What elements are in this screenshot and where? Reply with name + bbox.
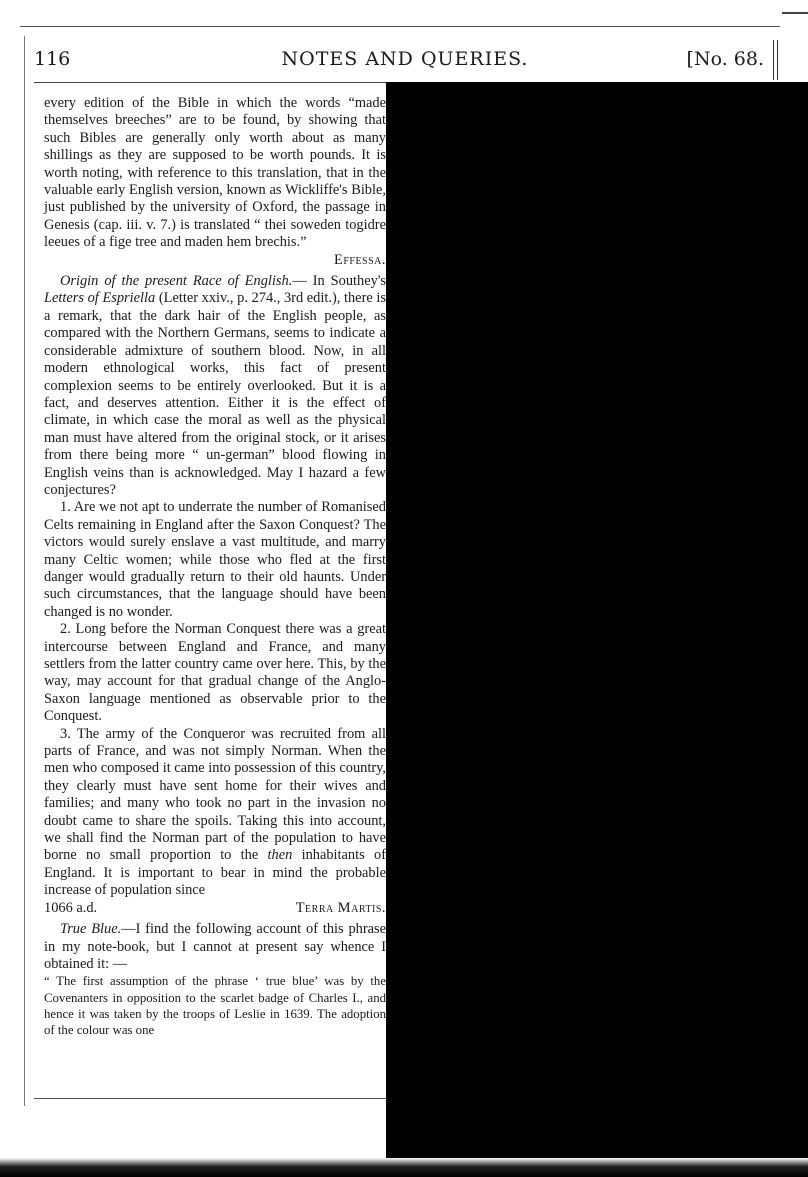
article-origin-title: Origin of the present Race of English.	[60, 273, 293, 290]
article-origin-date: 1066 a.d.	[44, 899, 98, 916]
running-header	[34, 48, 776, 82]
book-title: Letters of Espriella	[44, 290, 156, 307]
article-true-blue-quote: “ The first assumption of the phrase ‘ true blue’ was by the Covenanters in opposition to the scarlet badge of Charles I., and hence it was taken by the troops of Leslie in 1639. The adoption of the colour was one	[44, 974, 386, 1037]
article-origin-signature: Terra Martis.	[295, 899, 386, 916]
article-true-blue-title: True Blue.	[60, 921, 122, 938]
journal-title: NOTES AND QUERIES.	[281, 48, 529, 70]
article-bible-body: every edition of the Bible in which the words “made themselves breeches” are to be found, by showing that such Bibles are generally only worth about as many shillings as they are supposed to be worth pounds. It is worth noting, with reference to this translation, that in the valuable early English version, known as Wickliffe's Bible, just published by the university of Oxford, the passage in Genesis (cap. iii. v. 7.) is translated “ thei soweden togidre leeues of a fige tree and maden hem brechis.” Effessa.	[44, 95, 386, 268]
header-rule	[34, 82, 386, 83]
page-border	[24, 36, 25, 1106]
scan-bottom-edge	[0, 1158, 808, 1177]
page-number: 116	[34, 48, 71, 70]
corner-mark	[782, 0, 808, 14]
issue-number: [No. 68.	[686, 48, 764, 70]
article-origin-signature-line	[44, 900, 386, 917]
bottom-rule	[34, 1098, 386, 1099]
article-true-blue-intro: True Blue.—I find the following account of this phrase in my note-book, but I cannot at present say whence I obtained it: —	[44, 921, 387, 972]
article-origin-point-3: 3. The army of the Conqueror was recruited from all parts of France, and was not simply Norman. When the men who composed it came into possession of this country, they clearly must have sent home for their wives and families; and many who took no part in the invasion no doubt came to share the spoils. Taking this into account, we shall find the Norman part of the population to have borne no small proportion to the then inhabitants of England. It is important to bear in mind the probable increase of population since	[44, 725, 386, 899]
article-origin-intro: Origin of the present Race of English.— In Southey's Letters of Espriella (Letter xxiv., p. 274., 3rd edit.), there is a remark, that the dark hair of the English people, as compared with the Northern Germans, seems to indicate a considerable admixture of southern blood. Now, in all modern ethnological works, this fact of present complexion seems to be entirely overlooked. But it is a fact, and deserves attention. Either it is the effect of climate, in which case the moral as well as the physical man must have altered from the original stock, or it arises from there being more “ un-german” blood flowing in English veins than is acknowledged. May I hazard a few conjectures?	[44, 273, 387, 498]
article-origin-point-2: 2. Long before the Norman Conquest there was a great intercourse between England and France, and many settlers from the latter country came over here. This, by the way, may account for that gradual change of the Anglo-Saxon language mentioned as observable prior to the Conquest.	[44, 621, 386, 725]
text-column	[44, 95, 386, 1038]
article-origin-point-1: 1. Are we not apt to underrate the number of Romanised Celts remaining in England after the Saxon Conquest? The victors would surely enslave a vast multitude, and marry many Celtic women; while those who fled at the first danger would gradually return to their old haunts. Under such circumstances, that the language should have been changed is no wonder.	[44, 499, 386, 620]
article-bible-signature: Effessa.	[334, 251, 386, 268]
redaction-block	[386, 82, 808, 1165]
scan-line	[20, 26, 780, 27]
